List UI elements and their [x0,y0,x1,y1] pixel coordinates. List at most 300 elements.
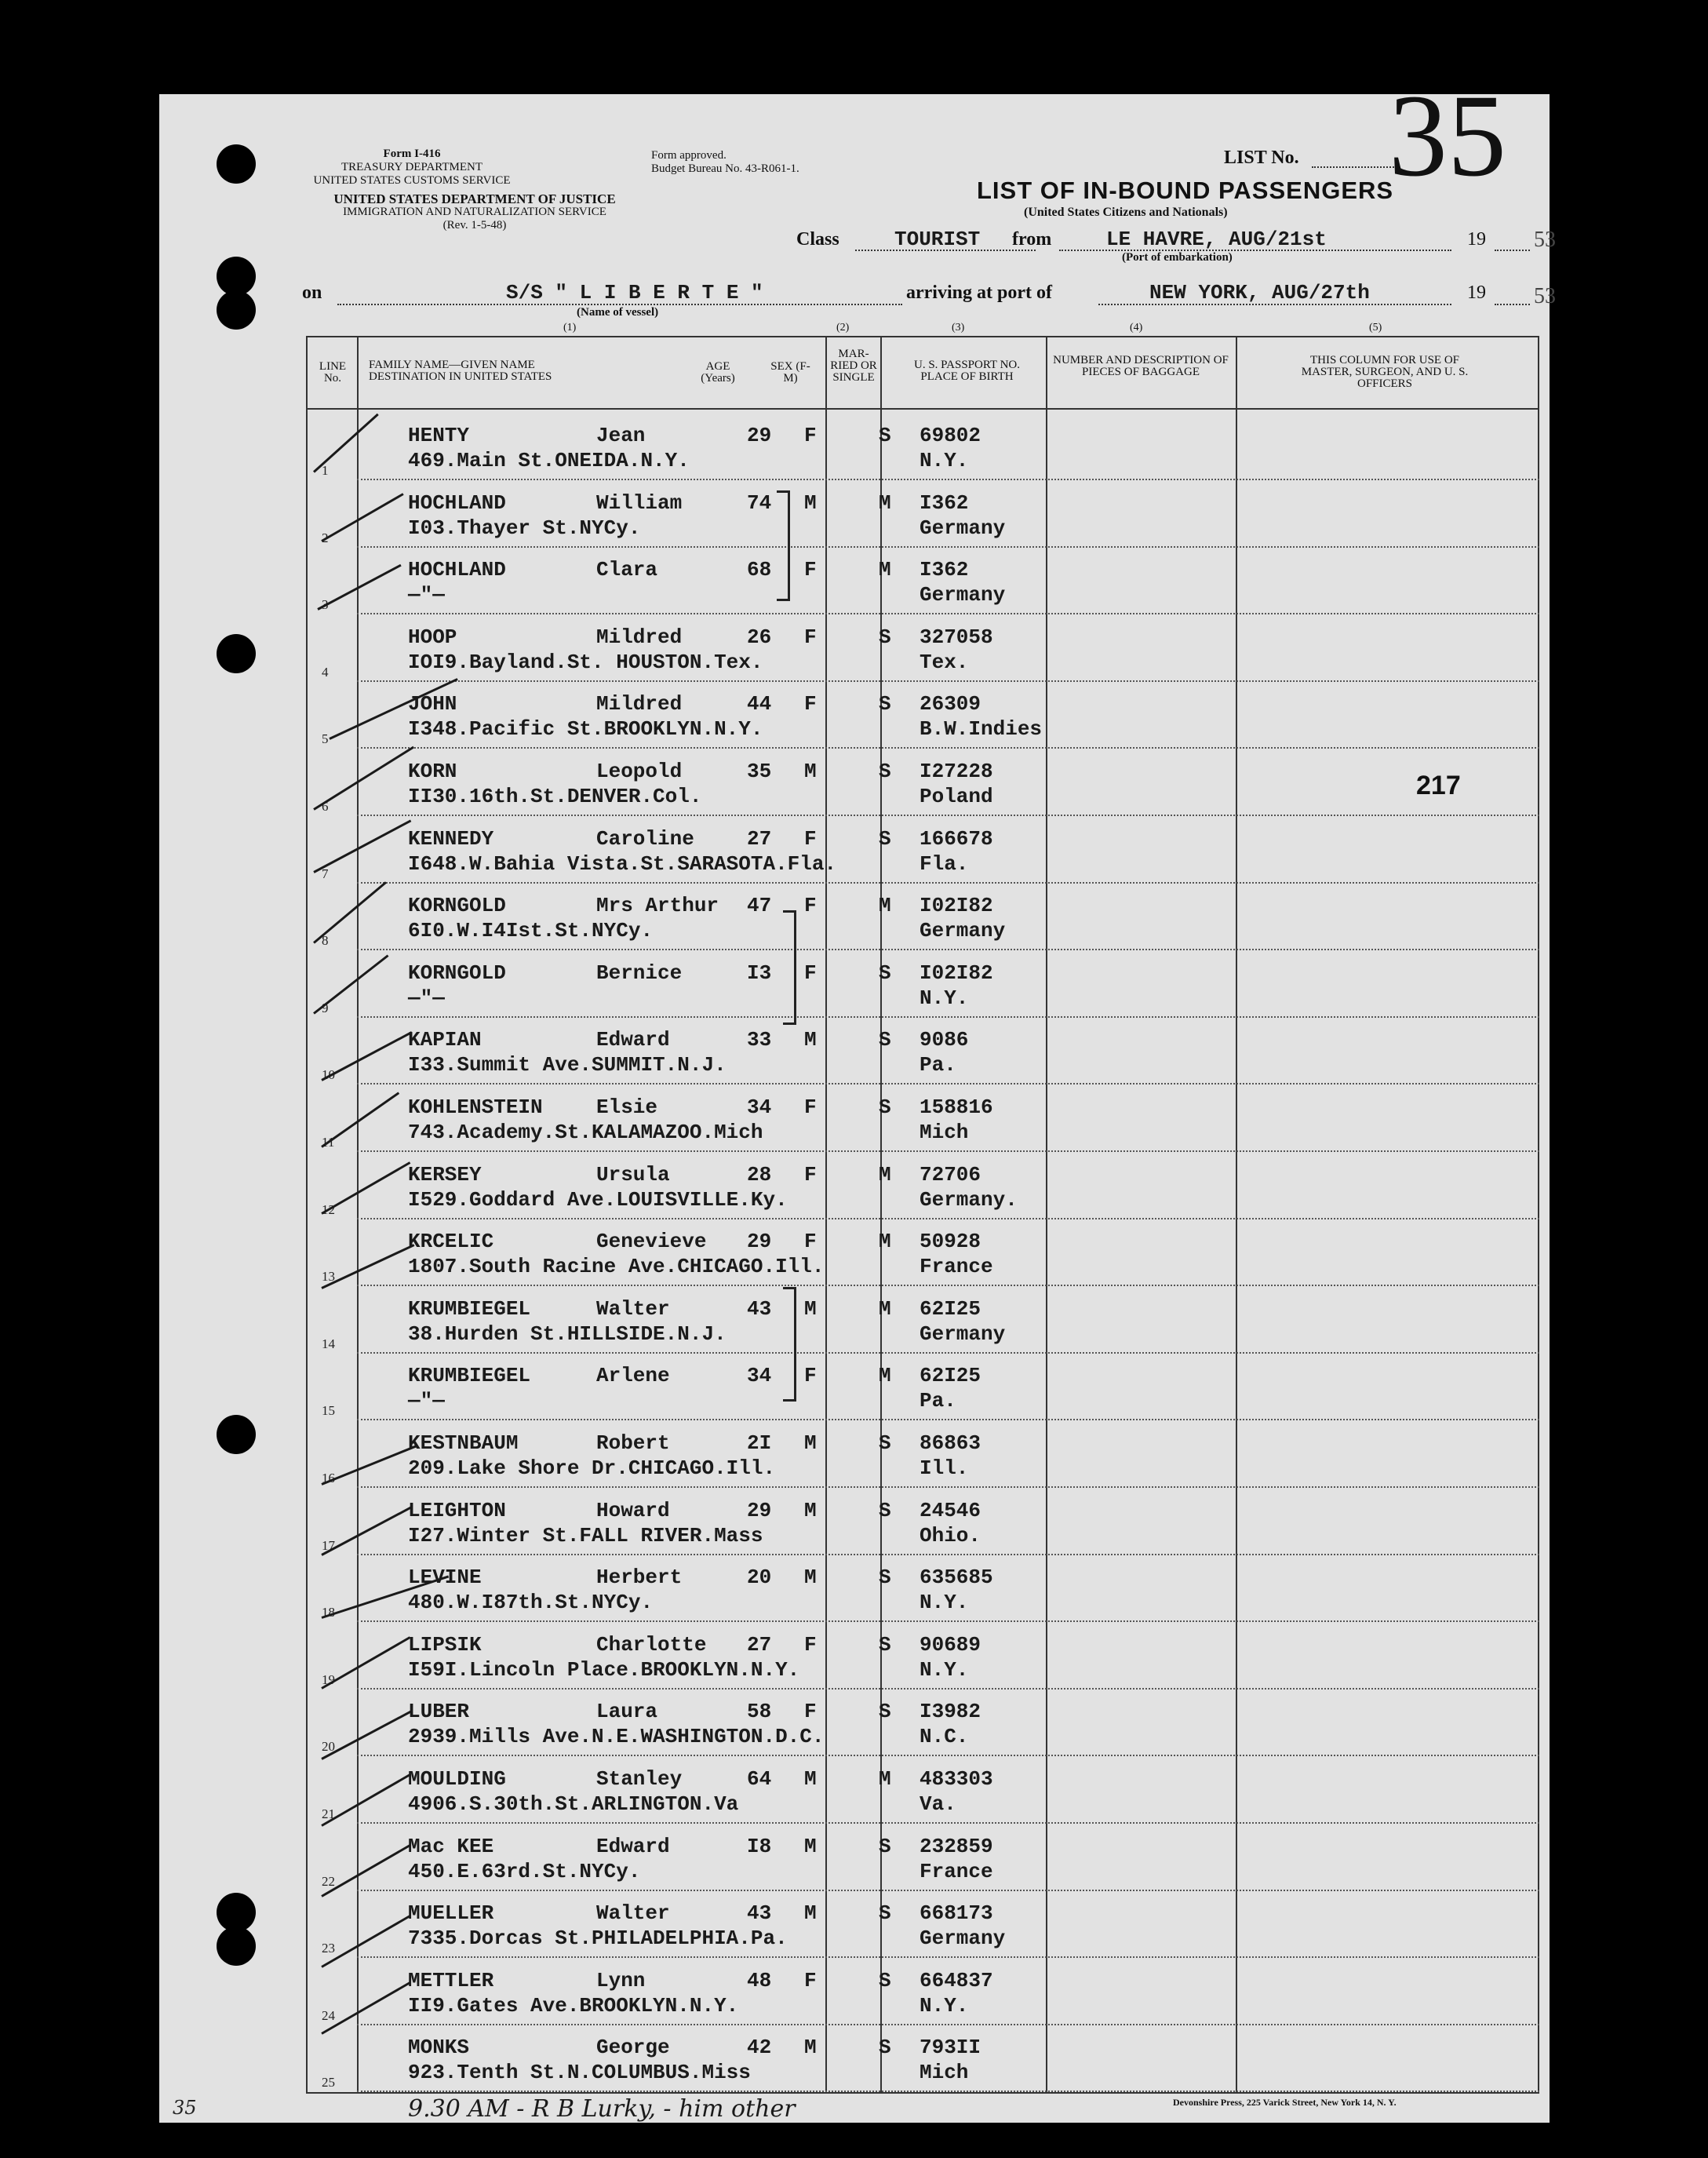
binder-hole [217,144,256,184]
marital-status: M [879,558,891,581]
given-name: Jean [596,424,646,447]
age: 34 [747,1095,772,1119]
age: 29 [747,1230,772,1253]
family-name: JOHN [408,692,457,716]
col-header-married: MAR-RIED OR SINGLE [830,348,877,384]
table-top-border [306,336,1539,337]
place-of-birth: Germany [920,583,1006,607]
col-number: (3) [952,322,965,334]
destination: 743.Academy.St.KALAMAZOO.Mich [408,1121,763,1144]
given-name: Mildred [596,692,683,716]
marital-status: S [879,1633,891,1657]
place-of-birth: N.Y. [920,449,969,472]
row-rule [357,546,1539,548]
given-name: Elsie [596,1095,658,1119]
place-of-birth: N.Y. [920,1658,969,1682]
family-name: KORN [408,760,457,783]
budget-line: Budget Bureau No. 43-R061-1. [651,162,799,175]
sex: M [804,1431,817,1455]
year-value: 53 [1534,228,1556,252]
row-rule [357,1285,1539,1286]
passport-number: I3982 [920,1700,981,1723]
row-rule [357,1352,1539,1354]
line-number: 11 [322,1135,335,1150]
line-number: 23 [322,1941,335,1956]
sex: M [804,2036,817,2059]
passport-number: I362 [920,558,969,581]
col-header-passport-text: U. S. PASSPORT NO. PLACE OF BIRTH [914,359,1020,383]
sex: F [804,1969,817,1992]
passport-number: 9086 [920,1028,969,1052]
year-prefix: 19 [1467,229,1486,250]
destination: II30.16th.St.DENVER.Col. [408,785,702,808]
col-header-sex: SEX (F-M) [770,360,810,385]
given-name: Bernice [596,961,683,985]
row-rule [357,613,1539,614]
destination: 209.Lake Shore Dr.CHICAGO.Ill. [408,1456,776,1480]
list-no-label: LIST No. [1224,148,1299,168]
doj-block [298,192,651,232]
sex: F [804,1163,817,1187]
passport-number: 50928 [920,1230,981,1253]
row-rule [357,1620,1539,1622]
place-of-birth: Poland [920,785,993,808]
col-header-age: AGE (Years) [701,360,735,385]
family-name: HOOP [408,625,457,649]
line-number: 19 [322,1672,335,1687]
customs-label: UNITED STATES CUSTOMS SERVICE [313,174,511,187]
binder-hole [217,290,256,330]
given-name: Leopold [596,760,683,783]
family-name: METTLER [408,1969,494,1992]
given-name: Lynn [596,1969,646,1992]
sex: F [804,1230,817,1253]
line-number: 20 [322,1739,335,1754]
destination: I03.Thayer St.NYCy. [408,516,641,540]
sex: F [804,558,817,581]
destination: 4906.S.30th.St.ARLINGTON.Va [408,1792,739,1816]
form-number: Form I-416 [383,148,441,160]
given-name: Mrs Arthur [596,894,719,917]
family-bracket [777,490,790,601]
footer-handwriting: 9.30 AM - R B Lurky, - him other [408,2095,796,2123]
row-rule [357,882,1539,884]
row-rule [357,1083,1539,1084]
marital-status: S [879,961,891,985]
row-rule [357,1419,1539,1420]
passport-number: I02I82 [920,894,993,917]
row-rule [357,1956,1539,1958]
line-number: 4 [322,665,329,680]
binder-hole [217,1927,256,1966]
family-name: LIPSIK [408,1633,482,1657]
given-name: Robert [596,1431,670,1455]
age: I3 [747,961,772,985]
family-name: KOHLENSTEIN [408,1095,543,1119]
table-bottom-border [306,2092,1539,2094]
age: 20 [747,1566,772,1589]
col-header-line: LINE No. [319,360,347,385]
age: 42 [747,2036,772,2059]
age: 28 [747,1163,772,1187]
marital-status: S [879,2036,891,2059]
age: 34 [747,1364,772,1387]
table-header-border [306,408,1539,410]
family-name: HOCHLAND [408,558,506,581]
destination: I59I.Lincoln Place.BROOKLYN.N.Y. [408,1658,800,1682]
sex: M [804,1499,817,1522]
line-number: 18 [322,1605,335,1620]
passport-number: 793II [920,2036,981,2059]
place-of-birth: Ohio. [920,1524,981,1547]
given-name: Genevieve [596,1230,707,1253]
family-name: KESTNBAUM [408,1431,519,1455]
line-number: 25 [322,2075,335,2090]
passport-number: 72706 [920,1163,981,1187]
officer-note: 217 [1416,771,1461,800]
col-number: (2) [836,322,850,334]
row-rule [357,1890,1539,1891]
age: 29 [747,1499,772,1522]
col-divider-line [357,336,359,2094]
margin-note: 35 [173,2097,197,2119]
form-title: LIST OF IN-BOUND PASSENGERS [977,177,1394,204]
family-name: HOCHLAND [408,491,506,515]
place-of-birth: Germany [920,1322,1006,1346]
line-number: 6 [322,799,329,814]
sex: F [804,1095,817,1119]
age: 35 [747,760,772,783]
passport-number: I02I82 [920,961,993,985]
family-name: LUBER [408,1700,470,1723]
passport-number: 483303 [920,1767,993,1791]
place-of-birth: Germany [920,919,1006,942]
given-name: George [596,2036,670,2059]
given-name: Charlotte [596,1633,707,1657]
line-number: 5 [322,731,329,746]
row-rule [357,1486,1539,1488]
age: 74 [747,491,772,515]
sex: F [804,827,817,851]
sex: M [804,491,817,515]
given-name: Walter [596,1297,670,1321]
given-name: William [596,491,683,515]
place-of-birth: France [920,1860,993,1883]
marital-status: S [879,1835,891,1858]
destination: 480.W.I87th.St.NYCy. [408,1591,654,1614]
age: 2I [747,1431,772,1455]
destination: 923.Tenth St.N.COLUMBUS.Miss [408,2061,751,2084]
col-header-name [369,359,552,383]
line-number: 8 [322,933,329,948]
family-name: MUELLER [408,1901,494,1925]
table-right-border [1538,336,1539,2094]
sex: M [804,1297,817,1321]
row-rule [357,1218,1539,1219]
destination: —"— [408,986,445,1010]
row-rule [357,815,1539,816]
marital-status: S [879,1700,891,1723]
manifest-page [159,94,1550,2123]
treasury-label: TREASURY DEPARTMENT [341,161,483,173]
destination: II9.Gates Ave.BROOKLYN.N.Y. [408,1994,739,2018]
family-name: LEIGHTON [408,1499,506,1522]
marital-status: S [879,692,891,716]
given-name: Caroline [596,827,694,851]
family-name: KRUMBIEGEL [408,1297,531,1321]
passport-number: I362 [920,491,969,515]
marital-status: S [879,1969,891,1992]
row-rule [357,747,1539,749]
age: 48 [747,1969,772,1992]
destination: IOI9.Bayland.St. HOUSTON.Tex. [408,651,763,674]
arrival-port: NEW YORK, AUG/27th [1149,281,1370,304]
passport-number: 69802 [920,424,981,447]
marital-status: S [879,1431,891,1455]
col-number: (5) [1369,322,1382,334]
given-name: Walter [596,1901,670,1925]
marital-status: S [879,1028,891,1052]
destination: 469.Main St.ONEIDA.N.Y. [408,449,690,472]
destination: —"— [408,1389,445,1413]
family-bracket [783,910,796,1025]
sex: F [804,894,817,917]
given-name: Howard [596,1499,670,1522]
destination: I648.W.Bahia Vista.St.SARASOTA.Fla. [408,852,837,876]
age: 44 [747,692,772,716]
line-number: 1 [322,463,329,478]
family-name: KORNGOLD [408,894,506,917]
given-name: Herbert [596,1566,683,1589]
row-rule [357,2091,1539,2092]
doj-label: UNITED STATES DEPARTMENT OF JUSTICE [333,191,616,206]
place-of-birth: Pa. [920,1389,956,1413]
line-number: 14 [322,1336,335,1351]
passport-number: 62I25 [920,1297,981,1321]
form-subtitle: (United States Citizens and Nationals) [1024,206,1228,219]
age: 43 [747,1901,772,1925]
destination: 450.E.63rd.St.NYCy. [408,1860,641,1883]
destination: 38.Hurden St.HILLSIDE.N.J. [408,1322,727,1346]
family-name: MONKS [408,2036,470,2059]
year-prefix-2: 19 [1467,283,1486,303]
age: 27 [747,827,772,851]
binder-hole [217,1415,256,1454]
destination: I529.Goddard Ave.LOUISVILLE.Ky. [408,1188,788,1212]
age: 64 [747,1767,772,1791]
marital-status: S [879,1095,891,1119]
line-number: 2 [322,530,329,545]
passport-number: 664837 [920,1969,993,1992]
budget-approval [651,149,799,176]
given-name: Edward [596,1835,670,1858]
given-name: Ursula [596,1163,670,1187]
row-rule [357,1150,1539,1152]
on-label: on [302,283,322,303]
given-name: Clara [596,558,658,581]
age: 26 [747,625,772,649]
passport-number: 86863 [920,1431,981,1455]
marital-status: M [879,1297,891,1321]
destination: 6I0.W.I4Ist.St.NYCy. [408,919,654,942]
line-number: 24 [322,2008,335,2023]
sex: M [804,1028,817,1052]
age: I8 [747,1835,772,1858]
sex: F [804,1633,817,1657]
binder-hole [217,634,256,673]
marital-status: S [879,1499,891,1522]
place-of-birth: N.Y. [920,1591,969,1614]
family-name: KAPIAN [408,1028,482,1052]
place-of-birth: N.C. [920,1725,969,1748]
given-name: Laura [596,1700,658,1723]
age: 29 [747,424,772,447]
line-number: 9 [322,1001,329,1015]
class-label: Class [796,229,839,250]
ins-label: IMMIGRATION AND NATURALIZATION SERVICE [343,206,606,218]
embarkation-port: LE HAVRE, AUG/21st [1106,228,1327,251]
sex: F [804,625,817,649]
marital-status: S [879,625,891,649]
destination: —"— [408,583,445,607]
col-header-officers: THIS COLUMN FOR USE OF MASTER, SURGEON, AND U. S. OFFICERS [1301,354,1469,390]
family-bracket [783,1287,796,1402]
marital-status: S [879,760,891,783]
sex: M [804,1901,817,1925]
destination: 7335.Dorcas St.PHILADELPHIA.Pa. [408,1927,788,1950]
family-name: Mac KEE [408,1835,494,1858]
sex: F [804,424,817,447]
row-rule [357,2024,1539,2025]
year-value-2: 53 [1534,284,1556,308]
passport-number: 232859 [920,1835,993,1858]
sex: M [804,1767,817,1791]
destination: I27.Winter St.FALL RIVER.Mass [408,1524,763,1547]
list-number: 35 [1389,71,1506,201]
sex: F [804,1700,817,1723]
row-rule [357,1554,1539,1555]
line-number: 22 [322,1874,335,1889]
marital-status: M [879,1163,891,1187]
place-of-birth: Mich [920,2061,969,2084]
col-number: (1) [563,322,577,334]
passport-number: 668173 [920,1901,993,1925]
marital-status: S [879,827,891,851]
line-number: 3 [322,597,329,612]
vessel-name: S/S " L I B E R T E " [506,281,763,304]
line-number: 7 [322,866,329,881]
age: 43 [747,1297,772,1321]
sex: F [804,692,817,716]
col-divider-name [825,336,827,2094]
class-value: TOURIST [894,228,981,251]
destination: 1807.South Racine Ave.CHICAGO.Ill. [408,1255,825,1278]
given-name: Mildred [596,625,683,649]
place-of-birth: B.W.Indies [920,717,1043,741]
place-of-birth: Pa. [920,1053,956,1077]
family-name: KORNGOLD [408,961,506,985]
line-number: 10 [322,1067,335,1082]
table-left-border [306,336,308,2094]
place-of-birth: France [920,1255,993,1278]
passport-number: 26309 [920,692,981,716]
year-line-2 [1495,304,1530,305]
marital-status: M [879,1364,891,1387]
place-of-birth: Germany. [920,1188,1018,1212]
line-number: 13 [322,1269,335,1284]
col-divider-passport [1046,336,1047,2094]
place-of-birth: Germany [920,1927,1006,1950]
arriving-label: arriving at port of [906,283,1052,303]
passport-number: 158816 [920,1095,993,1119]
destination: I33.Summit Ave.SUMMIT.N.J. [408,1053,727,1077]
given-name: Edward [596,1028,670,1052]
printer-credit: Devonshire Press, 225 Varick Street, New York 14, N. Y. [1173,2097,1397,2108]
passport-number: 90689 [920,1633,981,1657]
revision-label: (Rev. 1-5-48) [442,219,507,231]
row-rule [357,1822,1539,1824]
from-label: from [1012,229,1052,250]
family-name: HENTY [408,424,470,447]
line-number: 17 [322,1538,335,1553]
marital-status: S [879,1901,891,1925]
place-of-birth: Tex. [920,651,969,674]
year-line [1495,250,1530,251]
age: 68 [747,558,772,581]
place-of-birth: Mich [920,1121,969,1144]
family-name: KRUMBIEGEL [408,1364,531,1387]
family-name: KENNEDY [408,827,494,851]
place-of-birth: N.Y. [920,986,969,1010]
line-number: 16 [322,1471,335,1485]
row-rule [357,680,1539,682]
place-of-birth: Germany [920,516,1006,540]
place-of-birth: Fla. [920,852,969,876]
family-name: KERSEY [408,1163,482,1187]
passport-number: 327058 [920,625,993,649]
passport-number: 24546 [920,1499,981,1522]
family-name: MOULDING [408,1767,506,1791]
row-rule [357,1688,1539,1690]
sex: M [804,1835,817,1858]
approval-line: Form approved. [651,149,727,162]
marital-status: M [879,1767,891,1791]
sex: M [804,1566,817,1589]
family-name: LEVINE [408,1566,482,1589]
marital-status: M [879,491,891,515]
vessel-caption: (Name of vessel) [577,306,659,319]
given-name: Arlene [596,1364,670,1387]
destination: 2939.Mills Ave.N.E.WASHINGTON.D.C. [408,1725,825,1748]
embarkation-caption: (Port of embarkation) [1122,251,1233,264]
passport-number: I27228 [920,760,993,783]
age: 58 [747,1700,772,1723]
destination: I348.Pacific St.BROOKLYN.N.Y. [408,717,763,741]
age: 47 [747,894,772,917]
place-of-birth: Ill. [920,1456,969,1480]
line-number: 21 [322,1806,335,1821]
col-header-baggage: NUMBER AND DESCRIPTION OF PIECES OF BAGGAGE [1053,354,1229,378]
col-header-passport [894,359,1040,383]
col-number: (4) [1130,322,1143,334]
row-rule [357,479,1539,480]
place-of-birth: Va. [920,1792,956,1816]
col-divider-married [880,336,882,2094]
age: 27 [747,1633,772,1657]
col-header-name-text: FAMILY NAME—GIVEN NAME DESTINATION IN UNITED STATES [369,359,552,383]
row-rule [357,949,1539,950]
form-id [302,148,522,188]
